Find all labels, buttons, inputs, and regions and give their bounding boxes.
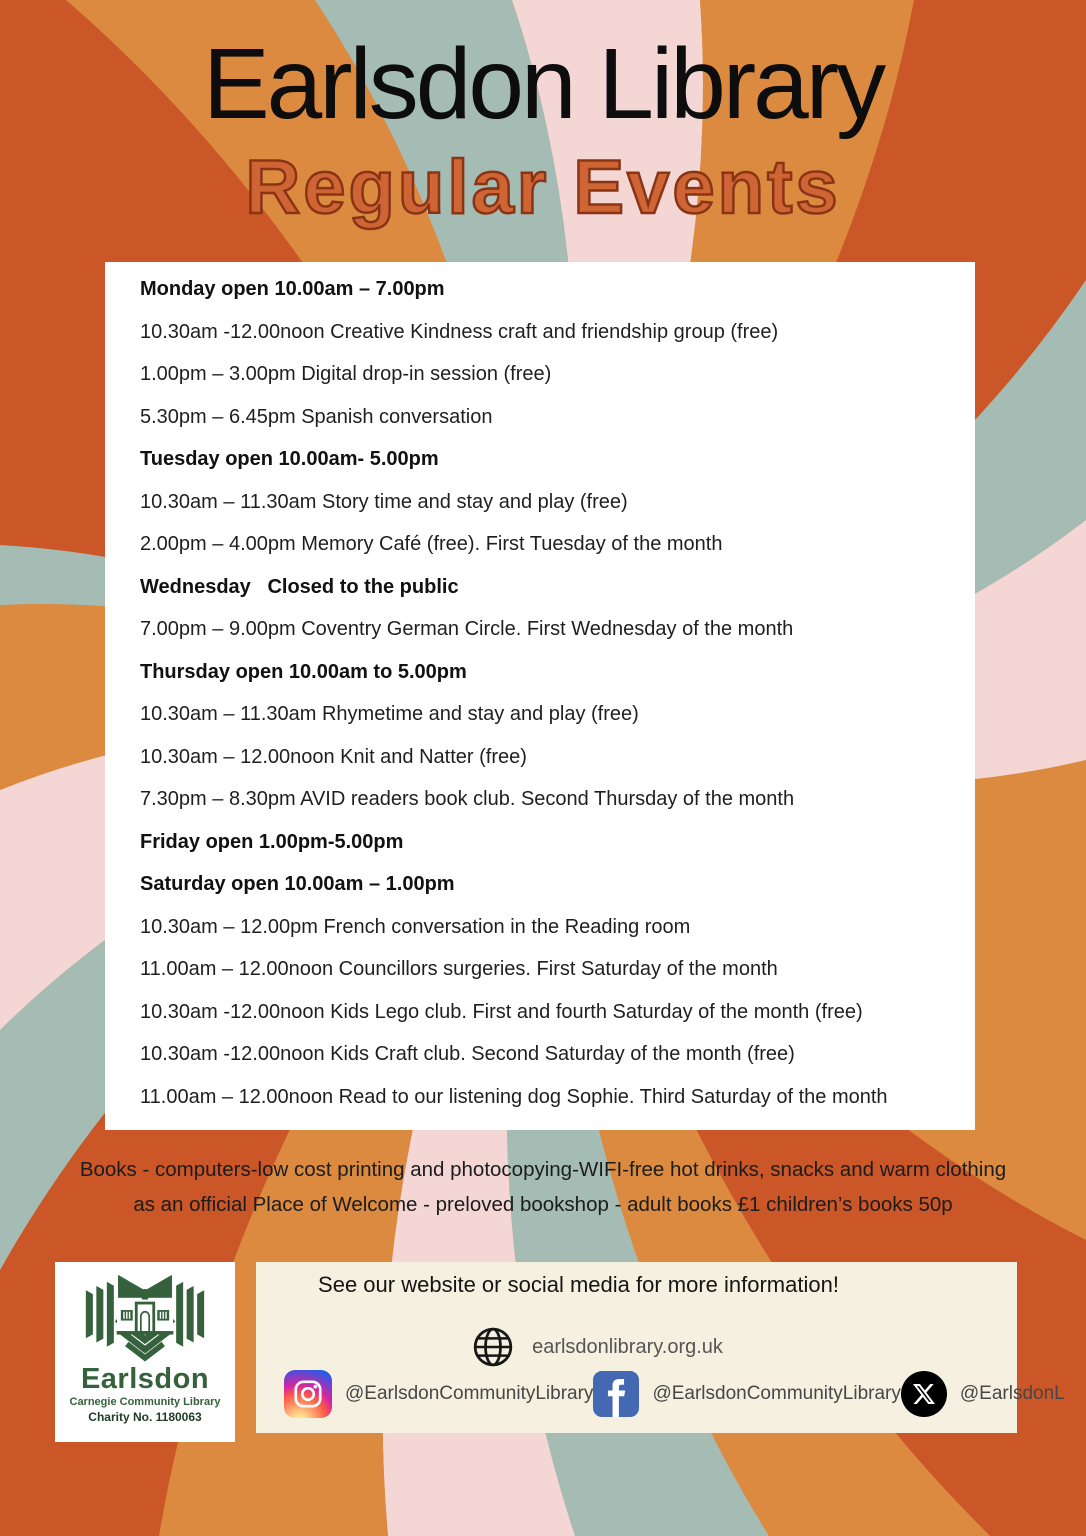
facebook-link[interactable] bbox=[593, 1371, 900, 1417]
schedule-line: 7.00pm – 9.00pm Coventry German Circle. First Wednesday of the month bbox=[140, 618, 794, 640]
instagram-icon[interactable] bbox=[284, 1370, 332, 1418]
instagram-link[interactable] bbox=[284, 1370, 593, 1418]
schedule-line: 7.30pm – 8.30pm AVID readers book club. Second Thursday of the month bbox=[140, 788, 795, 810]
social-links-row bbox=[284, 1370, 1065, 1418]
schedule-line: 10.30am – 11.30am Rhymetime and stay and play (free) bbox=[140, 703, 639, 725]
schedule-line: 10.30am -12.00noon Kids Craft club. Second Saturday of the month (free) bbox=[140, 1043, 795, 1065]
x-link[interactable] bbox=[901, 1371, 1065, 1417]
schedule-line: 10.30am – 12.00noon Knit and Natter (free) bbox=[140, 745, 527, 768]
schedule-line: Saturday open 10.00am – 1.00pm bbox=[140, 873, 455, 895]
services-note bbox=[0, 1152, 1086, 1222]
page-title: Earlsdon Library bbox=[202, 28, 884, 140]
contact-panel bbox=[256, 1262, 1065, 1433]
schedule-line: Wednesday Closed to the public bbox=[140, 575, 459, 598]
logo-subtitle: Carnegie Community Library bbox=[69, 1396, 221, 1408]
x-handle[interactable]: @EarlsdonL bbox=[959, 1383, 1065, 1404]
schedule-line: 10.30am -12.00noon Kids Lego club. First and fourth Saturday of the month (free) bbox=[140, 1000, 863, 1023]
schedule-line: 10.30am – 11.30am Story time and stay and play (free) bbox=[140, 490, 628, 513]
schedule-line: Tuesday open 10.00am- 5.00pm bbox=[140, 448, 439, 470]
contact-heading: See our website or social media for more information! bbox=[318, 1272, 839, 1297]
schedule-line: Friday open 1.00pm-5.00pm bbox=[140, 830, 404, 853]
services-note-line2: as an official Place of Welcome - preloved bookshop - adult books £1 children’s books 50p bbox=[133, 1193, 953, 1216]
schedule-line: Thursday open 10.00am to 5.00pm bbox=[140, 660, 467, 683]
events-schedule-panel bbox=[105, 262, 975, 1130]
schedule-line: Monday open 10.00am – 7.00pm bbox=[140, 278, 445, 300]
schedule-line: 10.30am – 12.00pm French conversation in the Reading room bbox=[140, 915, 691, 938]
schedule-line: 10.30am -12.00noon Creative Kindness craft and friendship group (free) bbox=[140, 320, 779, 343]
instagram-handle[interactable]: @EarlsdonCommunityLibrary bbox=[345, 1383, 594, 1404]
website-link[interactable] bbox=[216, 1324, 977, 1370]
globe-icon bbox=[470, 1324, 516, 1370]
schedule-line: 5.30pm – 6.45pm Spanish conversation bbox=[140, 405, 493, 428]
services-note-line1: Books - computers-low cost printing and photocopying-WIFI-free hot drinks, snacks and warm clothing bbox=[79, 1158, 1007, 1181]
logo-name: Earlsdon bbox=[80, 1363, 210, 1395]
logo-charity-number: Charity No. 1180063 bbox=[88, 1410, 202, 1424]
x-icon[interactable] bbox=[901, 1371, 947, 1417]
schedule-line: 11.00am – 12.00noon Read to our listening dog Sophie. Third Saturday of the month bbox=[140, 1085, 888, 1108]
facebook-handle[interactable]: @EarlsdonCommunityLibrary bbox=[652, 1383, 901, 1404]
schedule-line: 11.00am – 12.00noon Councillors surgeries. First Saturday of the month bbox=[140, 958, 778, 980]
page-subtitle: Regular Events bbox=[245, 145, 841, 230]
schedule-line: 1.00pm – 3.00pm Digital drop-in session (free) bbox=[140, 363, 552, 385]
facebook-icon[interactable] bbox=[593, 1371, 639, 1417]
schedule-line: 2.00pm – 4.00pm Memory Café (free). First Tuesday of the month bbox=[140, 533, 723, 555]
website-url[interactable]: earlsdonlibrary.org.uk bbox=[532, 1335, 723, 1358]
